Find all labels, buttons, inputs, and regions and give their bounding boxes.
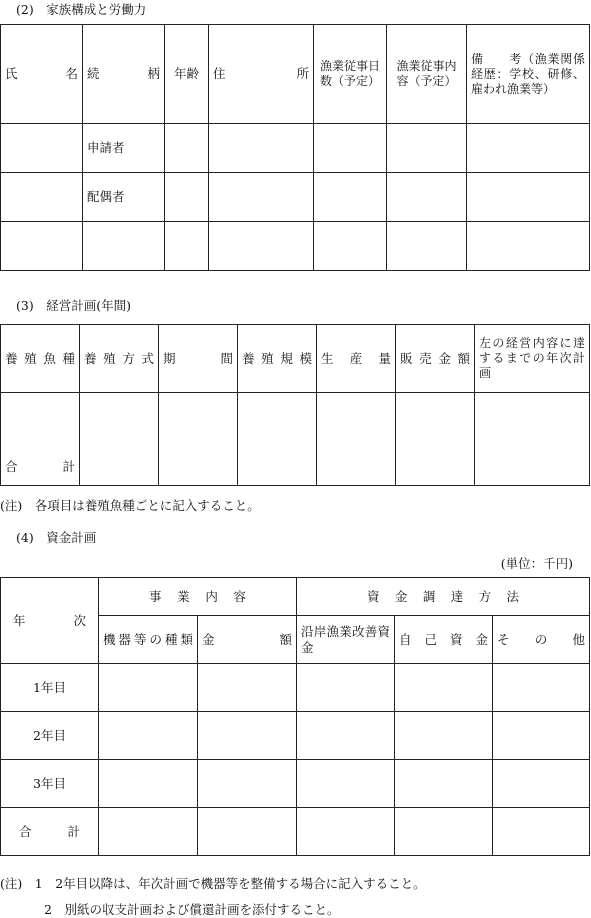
cell-y1-type[interactable]	[99, 664, 198, 712]
section4-heading: (4) 資金計画	[16, 530, 97, 545]
header-work-days: 漁業従事日数（予定）	[314, 25, 387, 124]
header-year: 年 次	[1, 578, 99, 664]
section4-note-1: (注) 1 2年目以降は、年次計画で機器等を整備する場合に記入すること。	[0, 876, 426, 891]
row-total: 合 計	[1, 808, 99, 856]
header-name: 氏 名	[1, 25, 83, 124]
cell-name-3[interactable]	[1, 222, 83, 271]
header-own-fund: 自己資金	[395, 616, 493, 664]
header-amount: 金 額	[198, 616, 297, 664]
cell-total-other[interactable]	[493, 808, 590, 856]
total-cell	[1, 393, 80, 486]
cell-y2-coastal[interactable]	[297, 712, 395, 760]
header-scale: 養殖規模	[238, 325, 317, 393]
cell-remarks-1[interactable]	[467, 124, 590, 173]
cell-remarks-2[interactable]	[467, 173, 590, 222]
header-age: 年齢	[165, 25, 209, 124]
header-relation: 続 柄	[83, 25, 165, 124]
cell-y3-amount[interactable]	[198, 760, 297, 808]
cell-y2-own[interactable]	[395, 712, 493, 760]
cell-period[interactable]	[159, 393, 238, 486]
section4-note-2: 2 別紙の収支計画および償還計画を添付すること。	[44, 902, 340, 917]
cell-remarks-3[interactable]	[467, 222, 590, 271]
header-other: そ の 他	[493, 616, 590, 664]
cell-age-3[interactable]	[165, 222, 209, 271]
header-address: 住 所	[209, 25, 314, 124]
cell-y3-type[interactable]	[99, 760, 198, 808]
cell-address-3[interactable]	[209, 222, 314, 271]
header-production: 生 産 量	[317, 325, 396, 393]
header-work-content: 漁業従事内容（予定）	[387, 25, 467, 124]
cell-name-1[interactable]	[1, 124, 83, 173]
cell-content-3[interactable]	[387, 222, 467, 271]
cell-days-3[interactable]	[314, 222, 387, 271]
cell-y1-amount[interactable]	[198, 664, 297, 712]
cell-method[interactable]	[80, 393, 159, 486]
cell-days-2[interactable]	[314, 173, 387, 222]
fund-plan-table	[0, 577, 590, 856]
header-sales: 販売金額	[396, 325, 475, 393]
cell-age-2[interactable]	[165, 173, 209, 222]
header-species: 養殖魚種	[1, 325, 80, 393]
cell-total-coastal[interactable]	[297, 808, 395, 856]
cell-y1-own[interactable]	[395, 664, 493, 712]
cell-y1-other[interactable]	[493, 664, 590, 712]
row-label-3	[83, 222, 165, 271]
cell-y2-other[interactable]	[493, 712, 590, 760]
cell-y2-amount[interactable]	[198, 712, 297, 760]
row-year-2: 2年目	[1, 712, 99, 760]
cell-content-1[interactable]	[387, 124, 467, 173]
cell-name-2[interactable]	[1, 173, 83, 222]
header-coastal-fund: 沿岸漁業改善資金	[297, 616, 395, 664]
family-table	[0, 24, 590, 271]
header-period: 期 間	[159, 325, 238, 393]
section2-heading: (2) 家族構成と労働力	[16, 2, 147, 17]
cell-address-1[interactable]	[209, 124, 314, 173]
cell-content-2[interactable]	[387, 173, 467, 222]
row-label-applicant: 申請者	[83, 124, 165, 173]
row-label-spouse: 配偶者	[83, 173, 165, 222]
cell-scale[interactable]	[238, 393, 317, 486]
header-remarks: 備 考（漁業関係経歴：学校、研修、雇われ漁業等）	[467, 25, 590, 124]
total-label: 合 計	[5, 459, 75, 475]
section3-heading: (3) 経営計画(年間)	[16, 298, 131, 313]
header-funding: 資 金 調 達 方 法	[297, 578, 590, 616]
row-year-3: 3年目	[1, 760, 99, 808]
row-year-1: 1年目	[1, 664, 99, 712]
cell-y1-coastal[interactable]	[297, 664, 395, 712]
cell-sales[interactable]	[396, 393, 475, 486]
cell-y3-coastal[interactable]	[297, 760, 395, 808]
header-method: 養殖方式	[80, 325, 159, 393]
header-yearly-plan: 左の経営内容に達するまでの年次計画	[475, 325, 590, 393]
cell-production[interactable]	[317, 393, 396, 486]
cell-total-type[interactable]	[99, 808, 198, 856]
cell-address-2[interactable]	[209, 173, 314, 222]
section3-note: (注) 各項目は養殖魚種ごとに記入すること。	[0, 498, 260, 513]
cell-total-own[interactable]	[395, 808, 493, 856]
cell-y3-other[interactable]	[493, 760, 590, 808]
cell-yearly-plan[interactable]	[475, 393, 590, 486]
cell-total-amount[interactable]	[198, 808, 297, 856]
cell-days-1[interactable]	[314, 124, 387, 173]
header-equipment-type: 機器等の種類	[99, 616, 198, 664]
management-plan-table	[0, 324, 590, 486]
cell-age-1[interactable]	[165, 124, 209, 173]
unit-label: (単位：千円)	[500, 556, 573, 571]
cell-y2-type[interactable]	[99, 712, 198, 760]
cell-y3-own[interactable]	[395, 760, 493, 808]
header-business: 事 業 内 容	[99, 578, 297, 616]
